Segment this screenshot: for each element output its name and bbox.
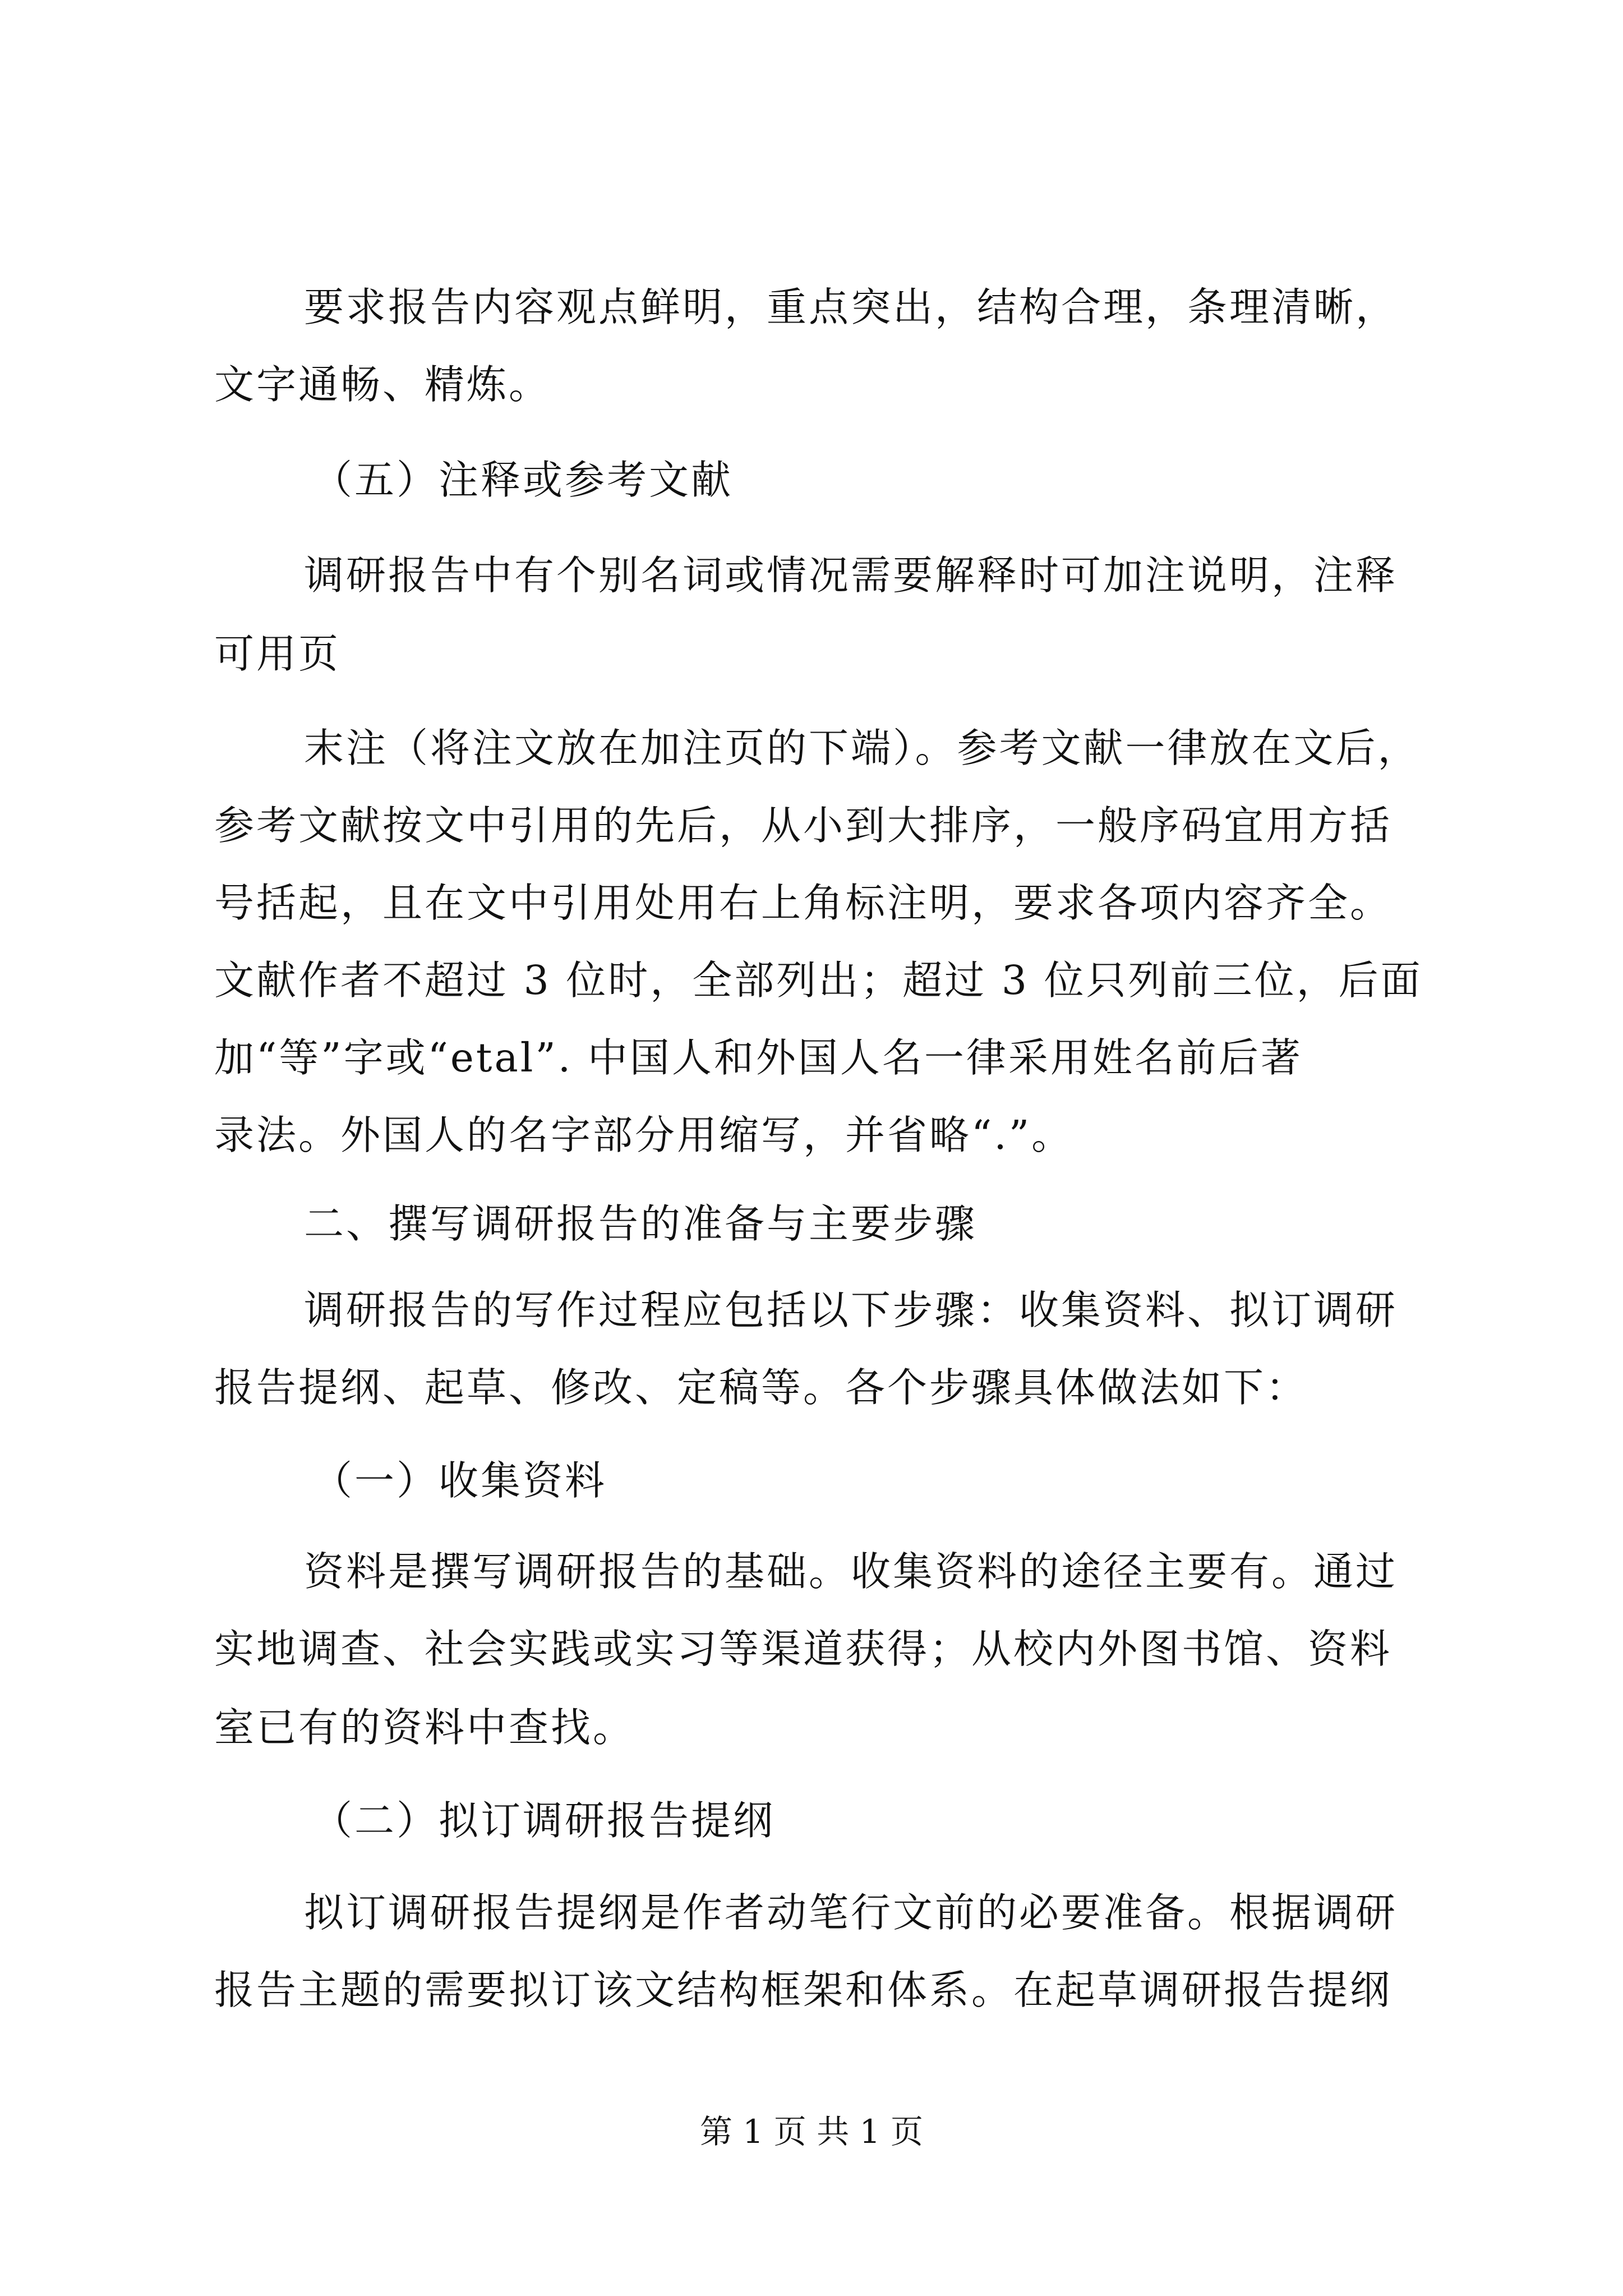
body-text-line: 录法。外国人的名字部分用缩写，并省略“.”。	[214, 1112, 1074, 1158]
body-text-line: 要求报告内容观点鲜明，重点突出，结构合理，条理清晰，	[304, 284, 1398, 330]
body-text-line: 报告提纲、起草、修改、定稿等。各个步骤具体做法如下：	[214, 1364, 1308, 1411]
section-heading: （二）拟订调研报告提纲	[312, 1797, 776, 1844]
body-text-line: 号括起，且在文中引用处用右上角标注明，要求各项内容齐全。	[214, 880, 1393, 926]
body-text-line: 拟订调研报告提纲是作者动笔行文前的必要准备。根据调研	[304, 1889, 1398, 1936]
body-text-line: 末注（将注文放在加注页的下端）。参考文献一律放在文后，	[304, 725, 1420, 771]
body-text-line: 室已有的资料中查找。	[214, 1704, 635, 1751]
body-text-line: 可用页	[214, 631, 341, 677]
body-text-line: 实地调查、社会实践或实习等渠道获得；从校内外图书馆、资料	[214, 1626, 1393, 1672]
body-text-line: 调研报告的写作过程应包括以下步骤：收集资料、拟订调研	[304, 1287, 1398, 1333]
body-text-line: 加“等”字或“etal”. 中国人和外国人名一律采用姓名前后著	[214, 1034, 1303, 1081]
section-heading: （五）注释或参考文献	[312, 457, 734, 503]
body-text-line: 调研报告中有个别名词或情况需要解释时可加注说明，注释	[304, 552, 1398, 599]
body-text-line: 参考文献按文中引用的先后，从小到大排序，一般序码宜用方括	[214, 802, 1393, 849]
body-text-line: 报告主题的需要拟订该文结构框架和体系。在起草调研报告提纲	[214, 1967, 1393, 2013]
page-footer: 第 1 页 共 1 页	[700, 2113, 923, 2151]
body-text-line: 资料是撰写调研报告的基础。收集资料的途径主要有。通过	[304, 1548, 1398, 1595]
section-heading: （一）收集资料	[312, 1457, 607, 1504]
body-text-line: 文字通畅、精炼。	[214, 361, 551, 408]
section-heading: 二、撰写调研报告的准备与主要步骤	[304, 1200, 978, 1247]
body-text-line: 文献作者不超过 3 位时，全部列出；超过 3 位只列前三位，后面	[214, 957, 1423, 1004]
